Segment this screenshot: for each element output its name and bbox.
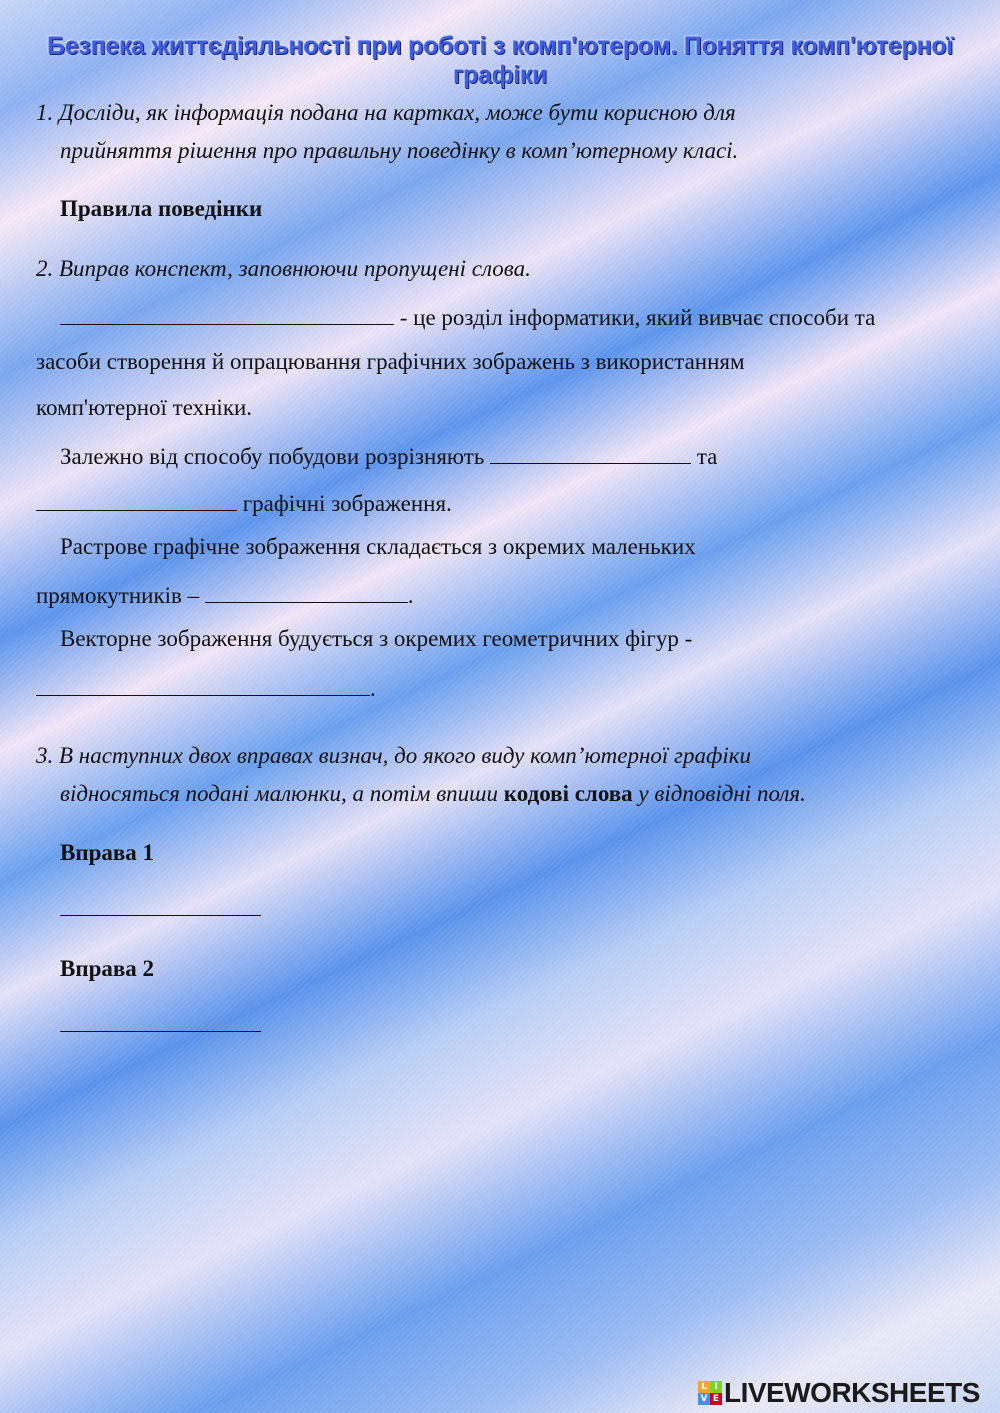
vector-line1: Векторне зображення будується з окремих геометричних фігур - — [60, 626, 693, 651]
vector-line2: . — [36, 673, 376, 702]
task3-instruction-line2: відносяться подані малюнки, а потім впиши кодові слова у відповідні поля. — [60, 781, 806, 806]
definition-line2: засоби створення й опрацювання графічних зображень з використанням — [36, 349, 745, 374]
liveworksheets-logo-icon: L I V E — [698, 1381, 722, 1405]
logo-text: LIVEWORKSHEETS — [724, 1377, 980, 1408]
page-title: Безпека життєдіяльності при роботі з комп'ютером. Поняття комп'ютерної графіки — [47, 32, 953, 89]
exercise-1-heading: Вправа 1 — [60, 840, 155, 865]
definition-line3: комп'ютерної техніки. — [36, 395, 253, 420]
types-line1: Залежно від способу побудови розрізняють та — [60, 441, 717, 470]
blank-input-primitives[interactable] — [36, 673, 370, 696]
blank-input-type-2[interactable] — [36, 488, 237, 511]
blank-input-graphics-term[interactable] — [60, 302, 394, 325]
raster-line2: прямокутників – . — [36, 580, 414, 609]
exercise-2-heading: Вправа 2 — [60, 956, 155, 981]
exercise-2-answer-input[interactable] — [60, 1009, 261, 1032]
task1-instruction-line2: прийняття рішення про правильну поведінку в комп’ютерному класі. — [60, 138, 739, 163]
blank-input-pixels[interactable] — [205, 580, 408, 603]
liveworksheets-logo — [698, 1378, 980, 1408]
behavior-rules-heading: Правила поведінки — [60, 196, 263, 221]
raster-line1: Растрове графічне зображення складається з окремих маленьких — [60, 534, 696, 559]
blank-input-type-1[interactable] — [490, 441, 691, 464]
exercise-1-answer-row — [60, 893, 261, 922]
task2-instruction: 2. Виправ конспект, заповнюючи пропущені слова. — [36, 256, 531, 281]
task3-instruction-line1: 3. В наступних двох вправах визнач, до якого виду комп’ютерної графіки — [36, 743, 751, 768]
exercise-2-answer-row — [60, 1009, 261, 1038]
types-line2: графічні зображення. — [36, 488, 452, 517]
exercise-1-answer-input[interactable] — [60, 893, 261, 916]
task1-instruction-line1: 1. Досліди, як інформація подана на картках, може бути корисною для — [36, 100, 736, 125]
definition-line1: - це розділ інформатики, який вивчає способи та — [60, 302, 875, 331]
